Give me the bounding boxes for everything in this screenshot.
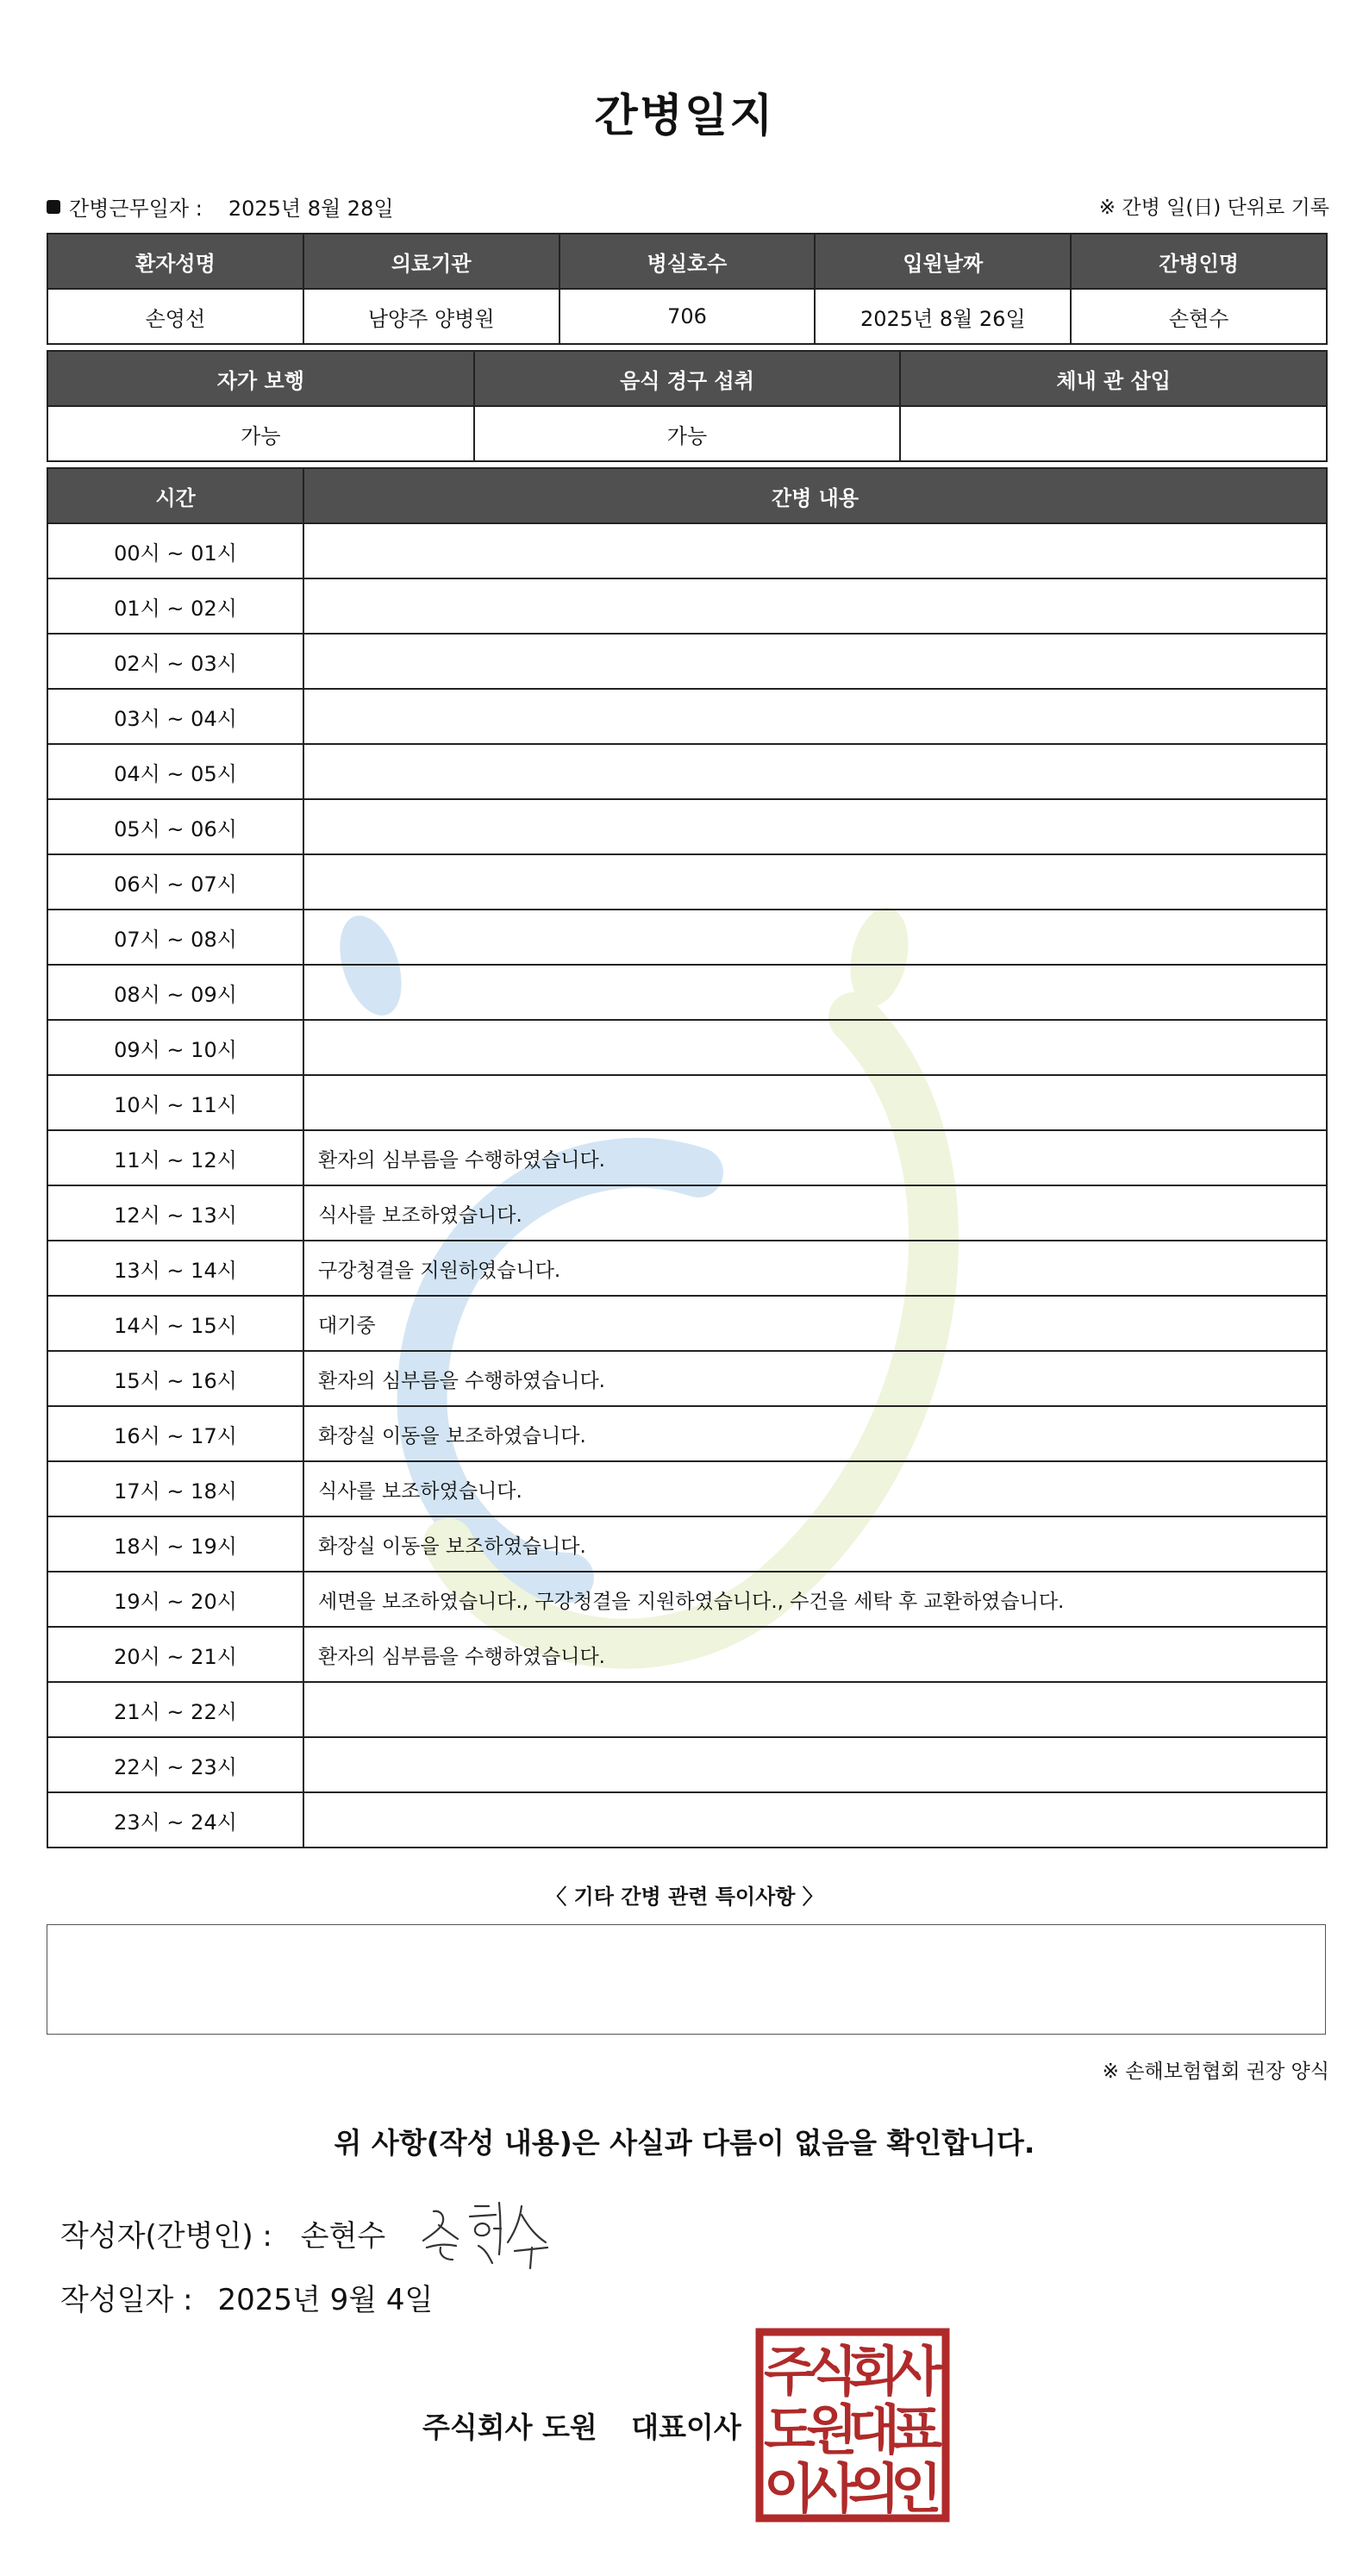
- special-notes-box: [47, 1924, 1326, 2035]
- notes-section-title: 〈 기타 간병 관련 특이사항 〉: [546, 1885, 823, 1909]
- log-content: [303, 1075, 1327, 1130]
- log-content: [303, 744, 1327, 799]
- written-date-value: 2025년 9월 4일: [217, 2283, 434, 2317]
- log-time: 17시 ~ 18시: [47, 1461, 303, 1516]
- svg-text:대: 대: [848, 2398, 900, 2461]
- written-date-line: [60, 2276, 433, 2318]
- log-row: [47, 1737, 1327, 1792]
- log-content: [303, 634, 1327, 689]
- ability-table: [47, 350, 1328, 462]
- log-row: [47, 744, 1327, 799]
- ability-value-row: [47, 406, 1327, 461]
- caregiver-name: 손현수: [1071, 289, 1327, 344]
- log-content: 식사를 보조하였습니다.: [303, 1461, 1327, 1516]
- work-date: [47, 191, 394, 222]
- log-content: [303, 1737, 1327, 1792]
- svg-text:도: 도: [764, 2398, 816, 2461]
- handwritten-signature: [418, 2194, 565, 2272]
- log-time: 09시 ~ 10시: [47, 1020, 303, 1075]
- log-content: 구강청결을 지원하였습니다.: [303, 1241, 1327, 1296]
- square-bullet-icon: [47, 200, 60, 214]
- log-row: [47, 1516, 1327, 1572]
- log-content: 환자의 심부름을 수행하였습니다.: [303, 1130, 1327, 1185]
- log-row: [47, 1406, 1327, 1461]
- company-line: [422, 2405, 741, 2446]
- company-seal-stamp: [755, 2328, 950, 2523]
- header-hospital: 의료기관: [303, 234, 559, 289]
- log-row: [47, 1296, 1327, 1351]
- care-log-table: [47, 467, 1328, 1848]
- patient-info-table: [47, 233, 1328, 345]
- log-content: 대기중: [303, 1296, 1327, 1351]
- svg-text:주: 주: [764, 2340, 816, 2403]
- log-content: [303, 965, 1327, 1020]
- svg-text:의: 의: [848, 2457, 900, 2520]
- log-content: 환자의 심부름을 수행하였습니다.: [303, 1627, 1327, 1682]
- confirmation-statement: 위 사항(작성 내용)은 사실과 다름이 없음을 확인합니다.: [334, 2126, 1035, 2160]
- page-title: 간병일지: [594, 91, 775, 142]
- hospital-name: 남양주 양병원: [303, 289, 559, 344]
- header-care-content: 간병 내용: [303, 468, 1327, 523]
- patient-header-row: [47, 234, 1327, 289]
- log-row: [47, 523, 1327, 578]
- log-content: [303, 689, 1327, 744]
- log-content: 화장실 이동을 보조하였습니다.: [303, 1406, 1327, 1461]
- work-date-label: 간병근무일자 :: [69, 197, 203, 221]
- header-caregiver: 간병인명: [1071, 234, 1327, 289]
- log-time: 04시 ~ 05시: [47, 744, 303, 799]
- log-row: [47, 689, 1327, 744]
- log-row: [47, 1130, 1327, 1185]
- svg-text:회: 회: [848, 2340, 900, 2403]
- log-row: [47, 1241, 1327, 1296]
- log-content: [303, 1020, 1327, 1075]
- ability-header-row: [47, 351, 1327, 406]
- room-number: 706: [559, 289, 816, 344]
- log-row: [47, 634, 1327, 689]
- unit-note: ※ 간병 일(日) 단위로 기록: [1098, 197, 1329, 219]
- svg-text:표: 표: [891, 2398, 942, 2461]
- log-row: [47, 1572, 1327, 1627]
- log-time: 22시 ~ 23시: [47, 1737, 303, 1792]
- patient-value-row: [47, 289, 1327, 344]
- svg-text:사: 사: [891, 2340, 942, 2403]
- log-time: 23시 ~ 24시: [47, 1792, 303, 1848]
- log-content: 환자의 심부름을 수행하였습니다.: [303, 1351, 1327, 1406]
- log-row: [47, 1682, 1327, 1737]
- log-row: [47, 965, 1327, 1020]
- form-source-note: ※ 손해보험협회 권장 양식: [1102, 2060, 1329, 2083]
- patient-name: 손영선: [47, 289, 303, 344]
- log-content: [303, 854, 1327, 910]
- log-time: 07시 ~ 08시: [47, 910, 303, 965]
- log-time: 05시 ~ 06시: [47, 799, 303, 854]
- log-time: 14시 ~ 15시: [47, 1296, 303, 1351]
- log-row: [47, 854, 1327, 910]
- writer-line: [60, 2212, 385, 2254]
- writer-label: 작성자(간병인) :: [60, 2219, 272, 2254]
- admission-date: 2025년 8월 26일: [815, 289, 1071, 344]
- log-row: [47, 1461, 1327, 1516]
- log-time: 19시 ~ 20시: [47, 1572, 303, 1627]
- log-content: [303, 523, 1327, 578]
- log-content: [303, 1682, 1327, 1737]
- log-time: 13시 ~ 14시: [47, 1241, 303, 1296]
- log-row: [47, 578, 1327, 634]
- company-name: 주식회사 도원: [422, 2410, 597, 2444]
- svg-text:식: 식: [806, 2340, 858, 2403]
- header-oral-intake: 음식 경구 섭취: [474, 351, 901, 406]
- log-time: 12시 ~ 13시: [47, 1185, 303, 1241]
- svg-text:인: 인: [891, 2457, 942, 2520]
- svg-text:사: 사: [806, 2457, 858, 2520]
- writer-name: 손현수: [300, 2219, 386, 2254]
- log-time: 15시 ~ 16시: [47, 1351, 303, 1406]
- header-room: 병실호수: [559, 234, 816, 289]
- log-time: 11시 ~ 12시: [47, 1130, 303, 1185]
- log-time: 18시 ~ 19시: [47, 1516, 303, 1572]
- svg-text:원: 원: [806, 2398, 858, 2461]
- log-row: [47, 1075, 1327, 1130]
- log-content: [303, 1792, 1327, 1848]
- log-time: 02시 ~ 03시: [47, 634, 303, 689]
- log-time: 01시 ~ 02시: [47, 578, 303, 634]
- written-date-label: 작성일자 :: [60, 2283, 193, 2317]
- log-row: [47, 799, 1327, 854]
- log-time: 20시 ~ 21시: [47, 1627, 303, 1682]
- log-time: 08시 ~ 09시: [47, 965, 303, 1020]
- log-time: 03시 ~ 04시: [47, 689, 303, 744]
- log-row: [47, 1351, 1327, 1406]
- log-row: [47, 1792, 1327, 1848]
- log-time: 16시 ~ 17시: [47, 1406, 303, 1461]
- log-header-row: [47, 468, 1327, 523]
- log-row: [47, 1020, 1327, 1075]
- tube-insertion-value: [900, 406, 1327, 461]
- log-row: [47, 910, 1327, 965]
- log-time: 21시 ~ 22시: [47, 1682, 303, 1737]
- log-time: 00시 ~ 01시: [47, 523, 303, 578]
- self-walking-value: 가능: [47, 406, 474, 461]
- log-content: 세면을 보조하였습니다., 구강청결을 지원하였습니다., 수건을 세탁 후 교환하였습니다.: [303, 1572, 1327, 1627]
- company-title: 대표이사: [631, 2410, 741, 2444]
- log-content: 식사를 보조하였습니다.: [303, 1185, 1327, 1241]
- header-self-walking: 자가 보행: [47, 351, 474, 406]
- log-time: 10시 ~ 11시: [47, 1075, 303, 1130]
- log-row: [47, 1185, 1327, 1241]
- svg-text:이: 이: [764, 2457, 816, 2520]
- header-time: 시간: [47, 468, 303, 523]
- header-patient-name: 환자성명: [47, 234, 303, 289]
- log-row: [47, 1627, 1327, 1682]
- log-content: [303, 799, 1327, 854]
- log-content: [303, 910, 1327, 965]
- log-content: [303, 578, 1327, 634]
- oral-intake-value: 가능: [474, 406, 901, 461]
- log-time: 06시 ~ 07시: [47, 854, 303, 910]
- header-admission-date: 입원날짜: [815, 234, 1071, 289]
- work-date-value: 2025년 8월 28일: [228, 197, 394, 221]
- log-content: 화장실 이동을 보조하였습니다.: [303, 1516, 1327, 1572]
- header-tube-insertion: 체내 관 삽입: [900, 351, 1327, 406]
